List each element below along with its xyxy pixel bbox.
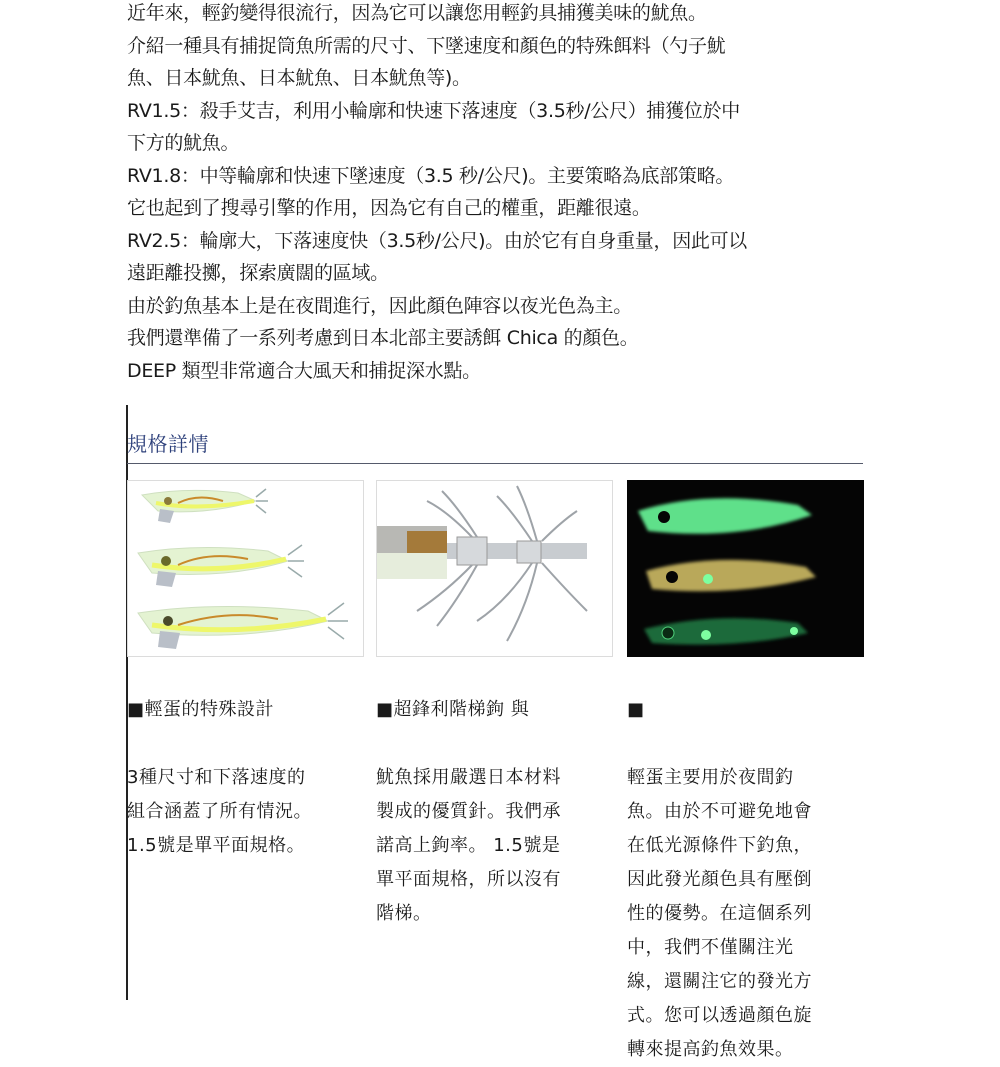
intro-description [127, 0, 887, 387]
spec-card-sizes [127, 480, 364, 863]
intro-line: 遠距離投擲，探索廣闊的區域。 [127, 262, 389, 284]
intro-line: 介紹一種具有捕捉筒魚所需的尺寸、下墜速度和顏色的特殊餌料（勺子魷 [127, 34, 726, 57]
card-heading: ■輕蛋的特殊設計 [127, 699, 275, 720]
card-body: 輕蛋主要用於夜間釣 魚。由於不可避免地會 在低光源條件下釣魚， 因此發光顏色具有壓倒 性的優勢。在這個系列 中，我們不僅關注光 線，還關注它的發光方 式。您可以透過顏色旋 轉來提高釣魚效果。 [627, 767, 812, 1060]
ladder-hook-image [376, 480, 613, 657]
intro-line: 它也起到了搜尋引擎的作用，因為它有自己的權重，距離很遠。 [127, 197, 651, 219]
intro-line: 近年來，輕釣變得很流行，因為它可以讓您用輕釣具捕獲美味的魷魚。 [127, 2, 707, 24]
section-divider [127, 463, 863, 464]
spec-section-title: 規格詳情 [127, 432, 209, 456]
card-body: 3種尺寸和下落速度的 組合涵蓋了所有情況。 1.5號是單平面規格。 [127, 767, 312, 856]
lure-sizes-image [127, 480, 364, 657]
card-body: 魷魚採用嚴選日本材料 製成的優質針。我們承 諾高上鉤率。 1.5號是 單平面規格，所以沒有 階梯。 [376, 767, 561, 924]
card-caption [127, 659, 364, 863]
intro-line: RV1.8：中等輪廓和快速下墜速度（3.5 秒/公尺)。主要策略為底部策略。 [127, 164, 735, 187]
intro-line: DEEP 類型非常適合大風天和捕捉深水點。 [127, 359, 481, 382]
intro-line: 魚、日本魷魚、日本魷魚、日本魷魚等)。 [127, 67, 471, 89]
card-caption [627, 659, 864, 1067]
intro-line: 由於釣魚基本上是在夜間進行，因此顏色陣容以夜光色為主。 [127, 294, 632, 317]
intro-line: RV1.5：殺手艾吉，利用小輪廓和快速下落速度（3.5秒/公尺）捕獲位於中 [127, 99, 740, 122]
card-caption [376, 659, 613, 931]
spec-card-glow [627, 480, 864, 1067]
glow-lures-image [627, 480, 864, 657]
card-heading: ■超鋒利階梯鉤 與 [376, 699, 530, 720]
intro-line: 我們還準備了一系列考慮到日本北部主要誘餌 Chica 的顏色。 [127, 327, 639, 349]
spec-card-hooks [376, 480, 613, 931]
intro-line: RV2.5：輪廓大，下落速度快（3.5秒/公尺)。由於它有自身重量，因此可以 [127, 229, 748, 252]
intro-line: 下方的魷魚。 [127, 132, 240, 154]
card-heading: ■ [627, 699, 645, 720]
